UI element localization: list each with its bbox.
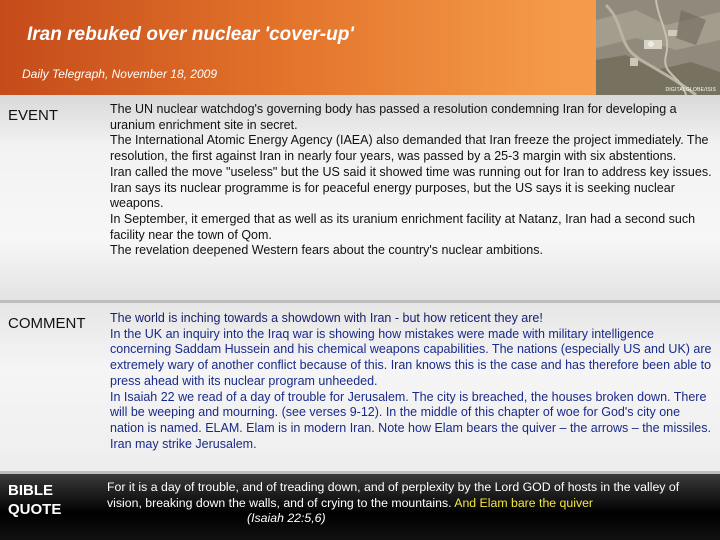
quote-reference: (Isaiah 22:5,6): [247, 511, 326, 525]
event-paragraph: The UN nuclear watchdog's governing body has passed a resolution condemning Iran for developing a uranium enrichment site in secret.: [110, 102, 677, 132]
event-label: EVENT: [8, 107, 59, 124]
event-paragraph: The International Atomic Energy Agency (IAEA) also demanded that Iran freeze the project immediately. The resolution, the first against Iran in nearly four years, was passed by a 25-3 margin with six abstentions.: [110, 133, 709, 164]
event-text: [110, 102, 712, 259]
quote-highlight-text: And Elam bare the quiver: [454, 495, 594, 510]
header-banner: [0, 0, 720, 95]
comment-paragraph: The world is inching towards a showdown with Iran - but how reticent they are!: [110, 311, 543, 325]
bible-quote-label: [8, 481, 61, 519]
event-paragraph: In September, it emerged that as well as its uranium enrichment facility at Natanz, Iran had a second such facility near the town of Qom.: [110, 211, 696, 242]
event-paragraph: The revelation deepened Western fears about the country's nuclear ambitions.: [110, 243, 543, 258]
event-paragraph: Iran called the move "useless" but the US said it showed time was running out for Iran to address key issues.: [110, 164, 712, 179]
event-section: [0, 95, 720, 300]
satellite-image: [596, 0, 720, 95]
bible-quote-section: [0, 474, 720, 540]
comment-paragraph: In the UK an inquiry into the Iraq war is showing how mistakes were made with military intelligence concerning Saddam Hussein and his chemical weapons capabilities. The nations (especially US and UK) are extremely wary of another conflict because of this. Iran knows this is the case and has therefore been able to press ahead with its nuclear program unheeded.: [110, 326, 712, 388]
page-title: Iran rebuked over nuclear 'cover-up': [27, 24, 354, 45]
comment-section: [0, 303, 720, 471]
comment-label: COMMENT: [8, 315, 86, 332]
bible-quote-text: [107, 480, 707, 527]
quote-main-text: For it is a day of trouble, and of treading down, and of perplexity by the Lord GOD of hosts in the valley of vision, breaking down the walls, and of crying to the mountains.: [107, 480, 680, 510]
satellite-photo-icon: [596, 0, 720, 95]
comment-text: [110, 311, 712, 452]
quote-label-line: QUOTE: [8, 501, 62, 518]
image-credit: DIGITALGLOBE/ISIS: [665, 87, 716, 93]
bible-label-line: BIBLE: [8, 482, 53, 499]
event-paragraph: Iran says its nuclear programme is for peaceful energy purposes, but the US says it is seeking nuclear weapons.: [110, 180, 675, 211]
comment-paragraph: In Isaiah 22 we read of a day of trouble for Jerusalem. The city is breached, the houses broken down. There will be weeping and mourning. (see verses 9-12). In the middle of this chapter of woe for God's city one nation is named. ELAM. Elam is in modern Iran. Note how Elam bears the quiver – the arrows – the missiles. Iran may strike Jerusalem.: [110, 389, 711, 451]
source-line: Daily Telegraph, November 18, 2009: [22, 67, 218, 81]
